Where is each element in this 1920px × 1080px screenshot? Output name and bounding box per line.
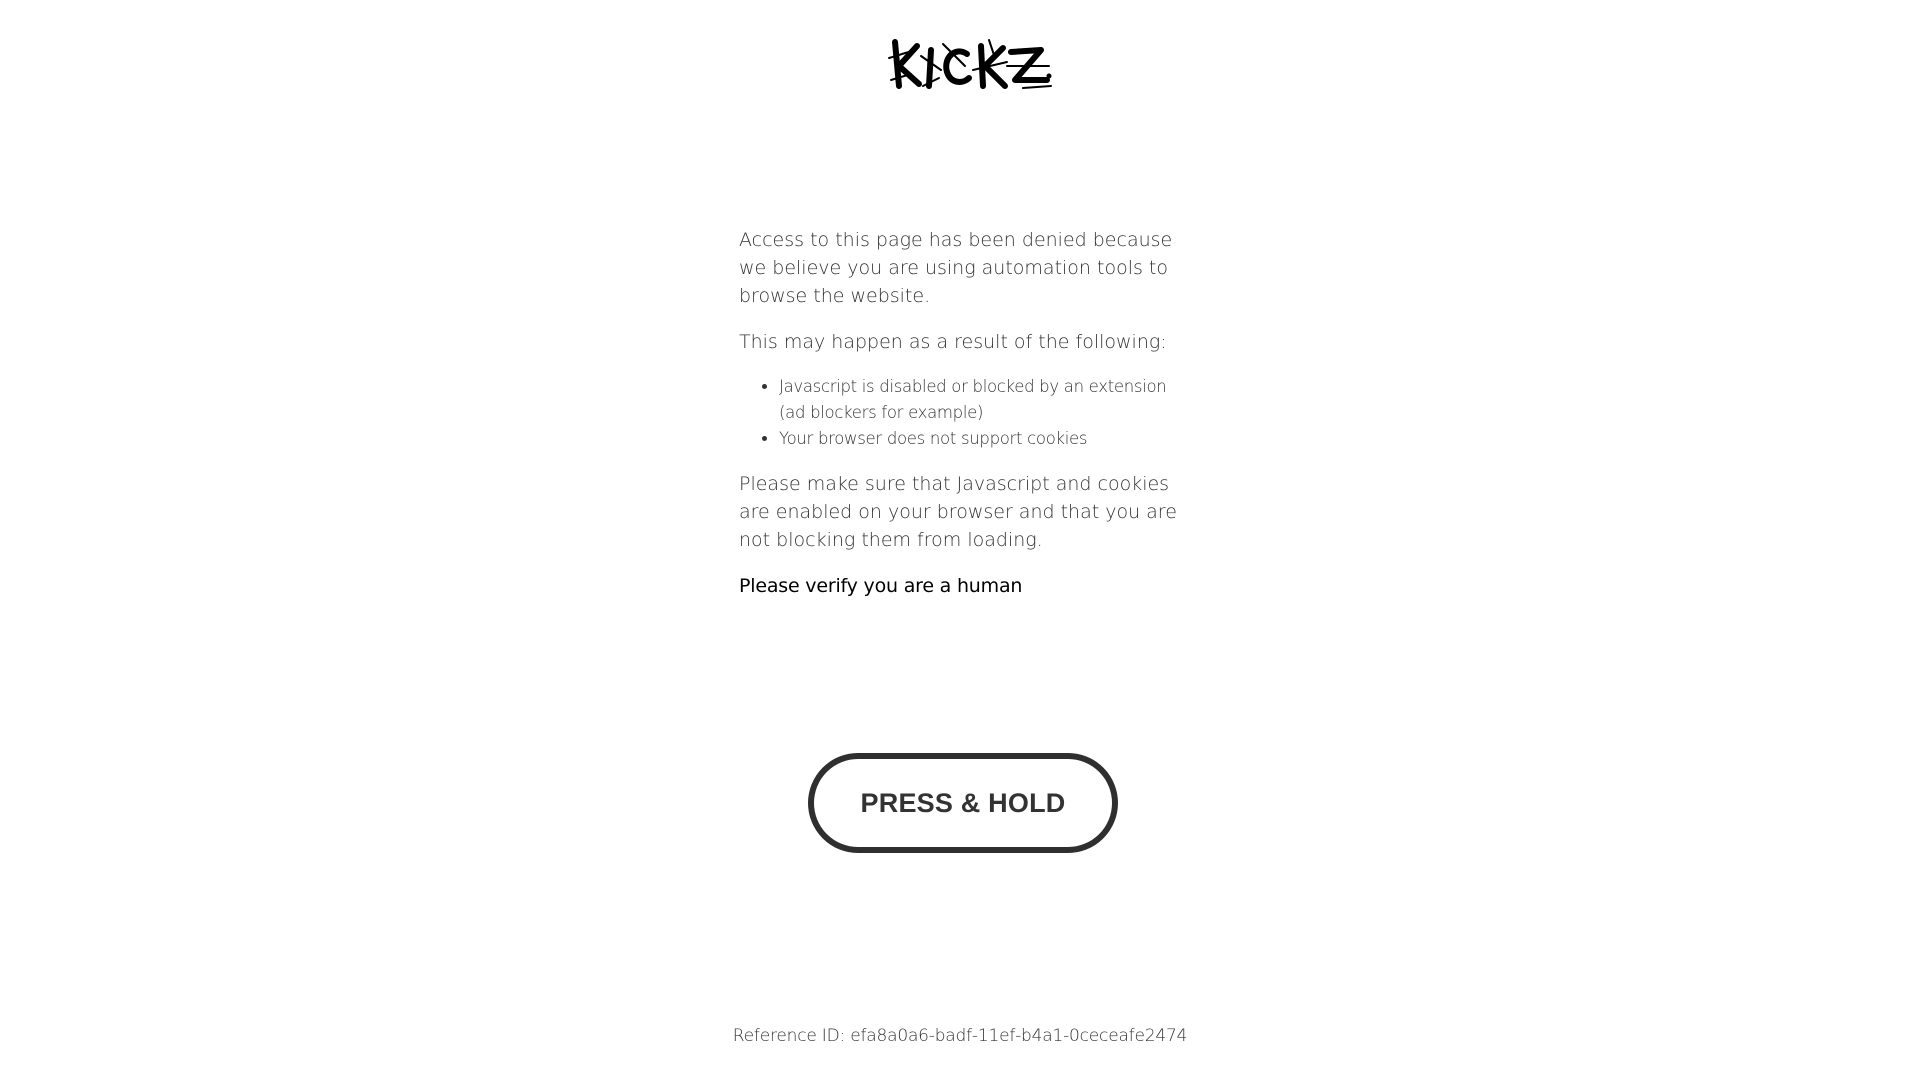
reference-id: Reference ID: efa8a0a6-badf-11ef-b4a1-0ceceafe2474 <box>732 1026 1188 1046</box>
kickz-logo[interactable] <box>885 36 1055 94</box>
denied-paragraph: Access to this page has been denied because we believe you are using automation tools to browse the website. <box>739 229 1173 307</box>
instructions-paragraph: Please make sure that Javascript and cookies are enabled on your browser and that you are not blocking them from loading. <box>739 473 1177 551</box>
kickz-logo-graphic <box>885 36 1055 94</box>
reasons-intro: This may happen as a result of the following: <box>739 331 1167 353</box>
verify-prompt: Please verify you are a human <box>739 575 1023 597</box>
reasons-list <box>739 374 1187 452</box>
press-and-hold-label: PRESS & HOLD <box>860 787 1066 818</box>
list-item: • Javascript is disabled or blocked by an extension (ad blockers for example) <box>779 374 1187 426</box>
list-item: • Your browser does not support cookies <box>779 426 1187 452</box>
press-and-hold-button[interactable] <box>808 753 1118 853</box>
access-denied-message <box>739 226 1187 618</box>
